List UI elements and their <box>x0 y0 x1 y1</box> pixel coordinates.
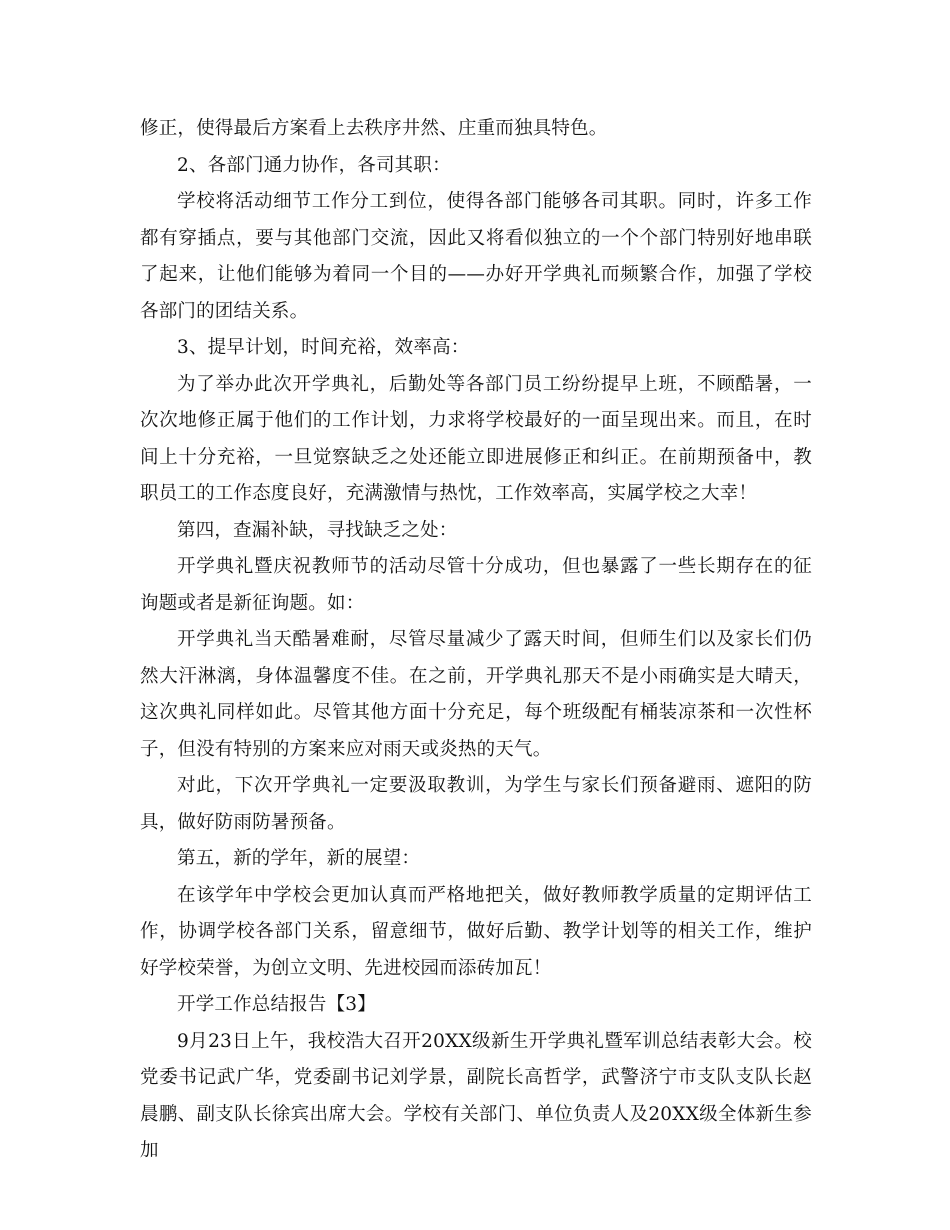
paragraph-1: 2、各部门通力协作，各司其职： <box>177 154 451 176</box>
paragraph-11: 开学工作总结报告【3】 <box>177 994 376 1015</box>
paragraph-5: 第四，查漏补缺，寻找缺乏之处： <box>177 519 458 541</box>
paragraph-6: 开学典礼暨庆祝教师节的活动尽管十分成功，但也暴露了一些长期存在的征询题或者是新征询题。如： <box>140 556 812 614</box>
paragraph-0: 修正，使得最后方案看上去秩序井然、庄重而独具特色。 <box>140 118 608 139</box>
paragraph-8: 对此，下次开学典礼一定要汲取教训，为学生与家长们预备避雨、遮阳的防具，做好防雨防暑预备。 <box>140 775 812 833</box>
document-body <box>140 111 812 1170</box>
paragraph-2: 学校将活动细节工作分工到位，使得各部门能够各司其职。同时，许多工作都有穿插点，要与其他部门交流，因此又将看似独立的一个个部门特别好地串联了起来，让他们能够为着同一个目的——办好开学典礼而频繁合作，加强了学校各部门的团结关系。 <box>140 191 812 322</box>
paragraph-4: 为了举办此次开学典礼，后勤处等各部门员工纷纷提早上班，不顾酷暑，一次次地修正属于他们的工作计划，力求将学校最好的一面呈现出来。而且，在时间上十分充裕，一旦觉察缺乏之处还能立即进展修正和纠正。在前期预备中，教职员工的工作态度良好，充满激情与热忱，工作效率高，实属学校之大幸！ <box>140 373 812 504</box>
paragraph-9: 第五，新的学年，新的展望： <box>177 848 421 869</box>
paragraph-7: 开学典礼当天酷暑难耐，尽管尽量减少了露天时间，但师生们以及家长们仍然大汗淋漓，身体温馨度不佳。在之前，开学典礼那天不是小雨确实是大晴天，这次典礼同样如此。尽管其他方面十分充足，每个班级配有桶装凉茶和一次性杯子，但没有特别的方案来应对雨天或炎热的天气。 <box>140 629 812 760</box>
paragraph-12: 9月23日上午，我校浩大召开20XX级新生开学典礼暨军训总结表彰大会。校党委书记武广华，党委副书记刘学景，副院长高哲学，武警济宁市支队支队长赵晨鹏、副支队长徐宾出席大会。学校有关部门、单位负责人及20XX级全体新生参加 <box>140 1030 812 1161</box>
paragraph-10: 在该学年中学校会更加认真而严格地把关，做好教师教学质量的定期评估工作，协调学校各部门关系，留意细节，做好后勤、教学计划等的相关工作，维护好学校荣誉，为创立文明、先进校园而添砖加瓦！ <box>140 884 812 979</box>
paragraph-3: 3、提早计划，时间充裕，效率高： <box>177 337 470 358</box>
